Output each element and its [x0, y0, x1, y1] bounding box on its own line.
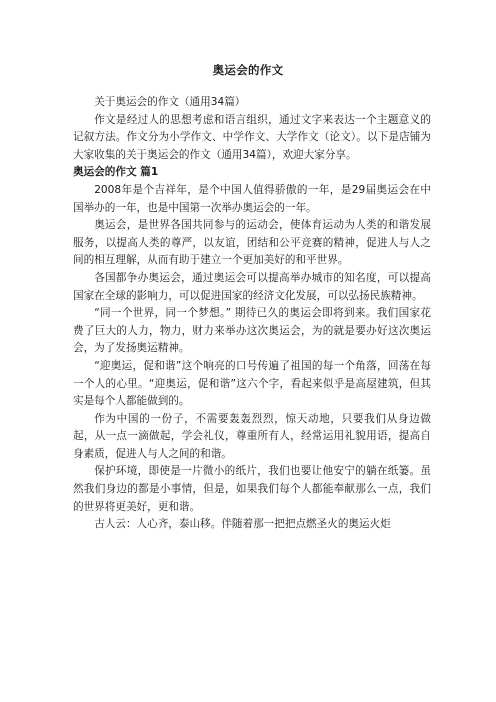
body-paragraph: “迎奥运，促和谐”这个响亮的口号传遍了祖国的每一个角落，回荡在每一个人的心里。“迎奥运，促和谐”这六个字，看起来似乎是高屋建筑，但其实是每个人都能做到的。	[73, 359, 431, 408]
document-title: 奥运会的作文	[212, 63, 284, 77]
body-paragraph: 保护环境，即使是一片微小的纸片，我们也要让他安宁的躺在纸篓。虽然我们身边的都是小事情，但是，如果我们每个人都能奉献那么一点，我们的世界将更美好，更和谐。	[73, 465, 431, 513]
body-paragraph: 奥运会，是世界各国共同参与的运动会，使体育运动为人类的和谐发展服务，以提高人类的尊严，以友谊，团结和公平竞赛的精神，促进人与人之间的相互理解，从而有助于建立一个更加美好的和平世界。	[73, 219, 431, 267]
body-paragraph: 各国都争办奥运会，通过奥运会可以提高举办城市的知名度，可以提高国家在全球的影响力，可以促进国家的经济文化发展，可以弘扬民族精神。	[73, 271, 431, 302]
intro-paragraph: 作文是经过人的思想考虑和语言组织，通过文字来表达一个主题意义的记叙方法。作文分为小学作文、中学作文、大学作文（论文）。以下是店铺为大家收集的关于奥运会的作文（通用34篇），欢迎大家分享。	[73, 113, 431, 161]
body-paragraph: 2008年是个吉祥年，是个中国人值得骄傲的一年，是29届奥运会在中国举办的一年，也是中国第一次举办奥运会的一年。	[73, 183, 431, 214]
subtitle-paragraph: 关于奥运会的作文（通用34篇）	[94, 96, 246, 108]
document-body	[73, 94, 431, 534]
body-paragraph: 古人云：人心齐，泰山移。伴随着那一把把点燃圣火的奥运火炬	[94, 518, 391, 531]
body-paragraph: 作为中国的一份子，不需要轰轰烈烈，惊天动地，只要我们从身边做起，从一点一滴做起，学会礼仪，尊重所有人，经常运用礼貌用语，提高自身素质，促进人与人之间的和谐。	[73, 412, 431, 460]
body-paragraph: “同一个世界，同一个梦想。” 期待已久的奥运会即将到来。我们国家花费了巨大的人力，物力，财力来举办这次奥运会，为的就是要办好这次奥运会，为了发扬奥运精神。	[73, 307, 431, 355]
section-heading: 奥运会的作文 篇1	[73, 166, 159, 179]
